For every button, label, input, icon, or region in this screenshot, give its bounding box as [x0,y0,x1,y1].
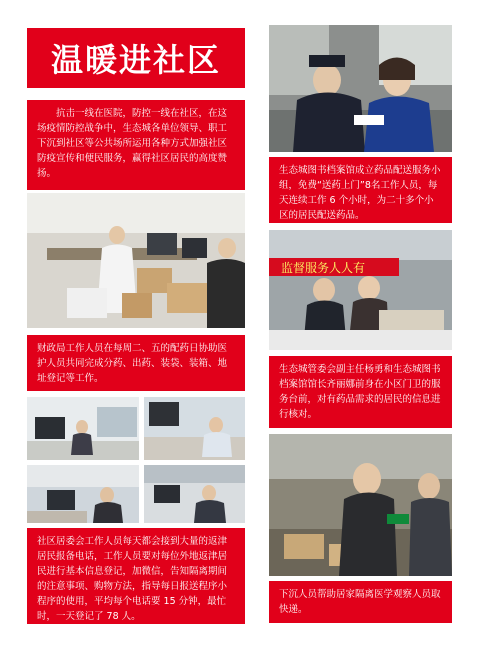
caption-phone: 社区居委会工作人员每天都会接到大量的返津居民报备电话，工作人员要对每位外地返津居民进行基本信息登记，加微信，告知隔离期间的注意事项、购物方法，指导每日报送程序小程序的使用，平均每个电话要 15 分钟，最忙时，一天登记了 78 人。 [27,528,245,624]
banner-text: 监督服务人人有 [281,261,366,275]
photo-office-3 [27,465,139,523]
photo-courier [269,434,452,576]
caption-delivery2: 下沉人员帮助居家隔离医学观察人员取快递。 [269,581,452,623]
photo-medicine-packing [27,193,245,328]
caption-gate: 生态城管委会副主任杨勇和生态城图书档案馆馆长齐丽娜前身在小区门卫的服务台前，对有药品需求的居民的信息进行核对。 [269,356,452,428]
page-title: 温暖进社区 [27,28,245,88]
photo-guard-worker [269,25,452,152]
intro-text: 抗击一线在医院，防控一线在社区，在这场疫情防控战争中，生态城各单位领导、职工下沉到社区等公共场所运用各种方式加强社区防疫宣传和便民服务，赢得社区居民的高度赞扬。 [27,100,245,190]
caption-delivery: 生态城图书档案馆成立药品配送服务小组，免费“送药上门”8名工作人员，每天连续工作 6 个小时，为二十多个小区的居民配送药品。 [269,157,452,223]
caption-finance: 财政局工作人员在每周二、五的配药日协助医护人员共同完成分药、出药、装袋、装箱、地址登记等工作。 [27,335,245,391]
photo-gate-desk [269,230,452,350]
photo-office-4 [144,465,245,523]
photo-office-1 [27,397,139,460]
photo-office-2 [144,397,245,460]
